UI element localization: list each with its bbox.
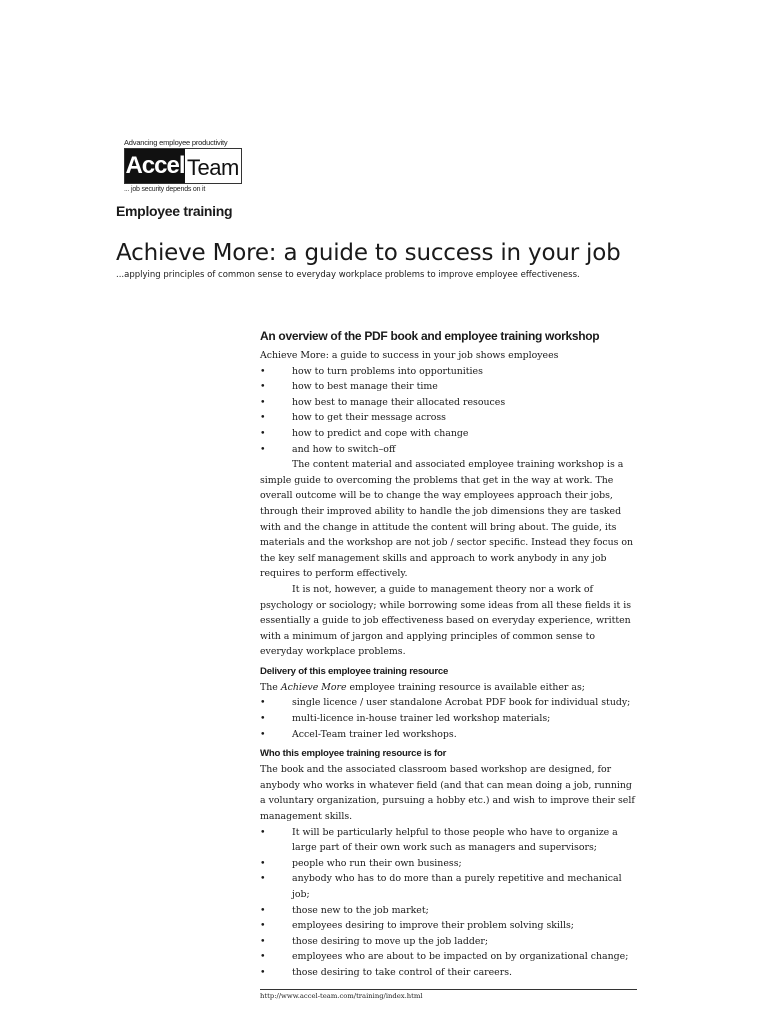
delivery-intro-title: Achieve More [280, 681, 347, 693]
list-item: • how to best manage their time [260, 379, 638, 395]
delivery-heading: Delivery of this employee training resource [260, 665, 449, 677]
logo-brand-team: Team [187, 155, 239, 180]
delivery-intro-start: The [260, 681, 281, 693]
page-title: Achieve More: a guide to success in your job [116, 240, 621, 266]
list-item: • how to turn problems into opportunities [260, 364, 638, 380]
page-subtitle: ...applying principles of common sense to everyday workplace problems to improve employee effectiveness. [116, 270, 580, 280]
main-content [260, 328, 638, 981]
list-item: • and how to switch–off [260, 442, 638, 458]
overview-list [260, 364, 638, 458]
logo-box [124, 148, 242, 184]
section-label: Employee training [116, 203, 233, 219]
audience-list [260, 825, 638, 981]
list-item: • how to get their message across [260, 410, 638, 426]
logo-brand-accel: Accel [125, 149, 185, 183]
delivery-list [260, 695, 638, 742]
list-item: • those desiring to take control of their careers. [260, 965, 638, 981]
overview-paragraph-1: The content material and associated employee training workshop is a simple guide to overcoming the problems that get in the way at work. The overall outcome will be to change the way employees approach their jobs, through their improved ability to handle the job dimensions they are tasked with and the change in attitude the content will bring about. The guide, its materials and the workshop are not job / sector specific. Instead they focus on the key self management skills and approach to work anybody in any job requires to perform effectively. [260, 459, 634, 580]
delivery-intro [260, 680, 638, 696]
list-item: • Accel-Team trainer led workshops. [260, 727, 638, 743]
list-item: • It will be particularly helpful to those people who have to organize a large part of their own work such as managers and supervisors; [260, 825, 638, 856]
footer-url-link[interactable]: http://www.accel-team.com/training/index.html [260, 992, 423, 1000]
list-item: • single licence / user standalone Acrobat PDF book for individual study; [260, 695, 638, 711]
overview-intro: Achieve More: a guide to success in your job shows employees [260, 350, 559, 361]
list-item: • multi-licence in-house trainer led workshop materials; [260, 711, 638, 727]
list-item: • those desiring to move up the job ladder; [260, 934, 638, 950]
list-item: • people who run their own business; [260, 856, 638, 872]
list-item: • anybody who has to do more than a purely repetitive and mechanical job; [260, 871, 638, 902]
logo-tagline-bottom: ... job security depends on it [124, 186, 206, 193]
list-item: • those new to the job market; [260, 903, 638, 919]
delivery-intro-end: employee training resource is available either as; [346, 681, 585, 693]
list-item: • how to predict and cope with change [260, 426, 638, 442]
logo-tagline-top: Advancing employee productivity [124, 138, 228, 147]
accel-team-logo [118, 136, 248, 198]
list-item: • how best to manage their allocated resouces [260, 395, 638, 411]
overview-paragraph-2: It is not, however, a guide to management theory nor a work of psychology or sociology; while borrowing some ideas from all these fields it is essentially a guide to job effectiveness based on everyday experience, written with a minimum of jargon and applying principles of common sense to everyday workplace problems. [260, 583, 632, 658]
footer-divider [260, 989, 637, 990]
audience-heading: Who this employee training resource is for [260, 748, 447, 760]
list-item: • employees who are about to be impacted on by organizational change; [260, 949, 638, 965]
list-item: • employees desiring to improve their problem solving skills; [260, 918, 638, 934]
overview-heading: An overview of the PDF book and employee training workshop [260, 329, 600, 343]
audience-intro: The book and the associated classroom based workshop are designed, for anybody who works in whatever field (and that can mean doing a job, running a voluntary organization, pursuing a hobby etc.) and wish to improve their self management skills. [260, 764, 635, 823]
